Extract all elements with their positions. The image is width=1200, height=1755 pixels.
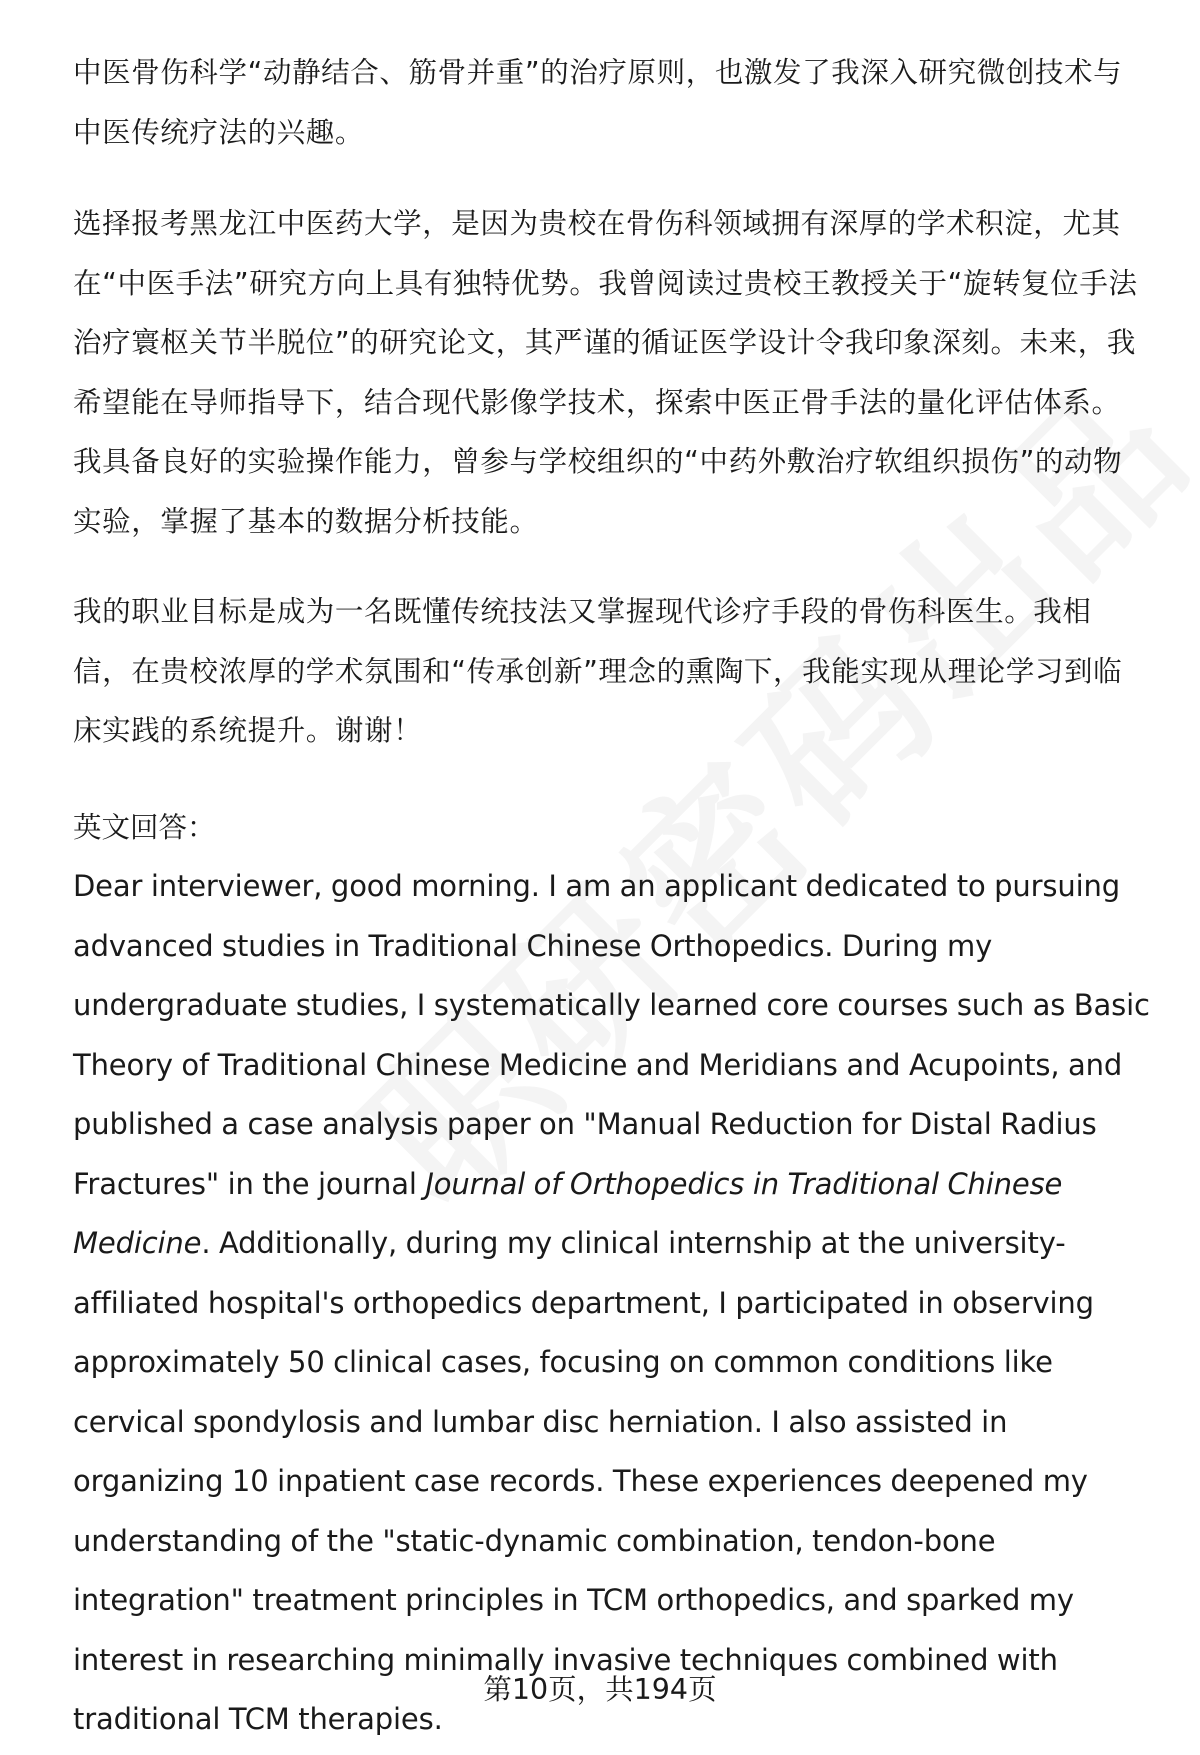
- journal-title: Journal of Orthopedics in Traditional Chinese Medicine: [73, 1166, 1063, 1260]
- english-text-part-1: Dear interviewer, good morning. I am an applicant dedicated to pursuing advanced studies in Traditional Chinese Orthopedics. During my undergraduate studies, I systematically learned core courses such as Basic Theory of Traditional Chinese Medicine and Meridians and Acupoints, and published a case analysis paper on "Manual Reduction for Distal Radius Fractures" in the journal: [73, 869, 1150, 1201]
- page-number-footer: 第10页，共194页: [483, 1673, 717, 1706]
- english-answer-paragraph: [73, 857, 1153, 1750]
- paragraph-chinese-3: 我的职业目标是成为一名既懂传统技法又掌握现代诊疗手段的骨伤科医生。我相信，在贵校浓厚的学术氛围和“传承创新”理念的熏陶下，我能实现从理论学习到临床实践的系统提升。谢谢！: [73, 595, 1123, 747]
- english-answer-label: 英文回答：: [73, 811, 216, 844]
- paragraph-chinese-2: 选择报考黑龙江中医药大学，是因为贵校在骨伤科领域拥有深厚的学术积淀，尤其在“中医手法”研究方向上具有独特优势。我曾阅读过贵校王教授关于“旋转复位手法治疗寰枢关节半脱位”的研究论文，其严谨的循证医学设计令我印象深刻。未来，我希望能在导师指导下，结合现代影像学技术，探索中医正骨手法的量化评估体系。我具备良好的实验操作能力，曾参与学校组织的“中药外敷治疗软组织损伤”的动物实验，掌握了基本的数据分析技能。: [73, 207, 1138, 538]
- paragraph-chinese-1: 中医骨伤科学“动静结合、筋骨并重”的治疗原则，也激发了我深入研究微创技术与中医传统疗法的兴趣。: [73, 56, 1123, 149]
- english-text-part-2: . Additionally, during my clinical internship at the university-affiliated hospital's orthopedics department, I participated in observing approximately 50 clinical cases, focusing on common conditions like cervical spondylosis and lumbar disc herniation. I also assisted in organizing 10 inpatient case records. These experiences deepened my understanding of the "static-dynamic combination, tendon-bone integration" treatment principles in TCM orthopedics, and sparked my interest in researching minimally invasive techniques combined with traditional TCM therapies.: [73, 1226, 1094, 1736]
